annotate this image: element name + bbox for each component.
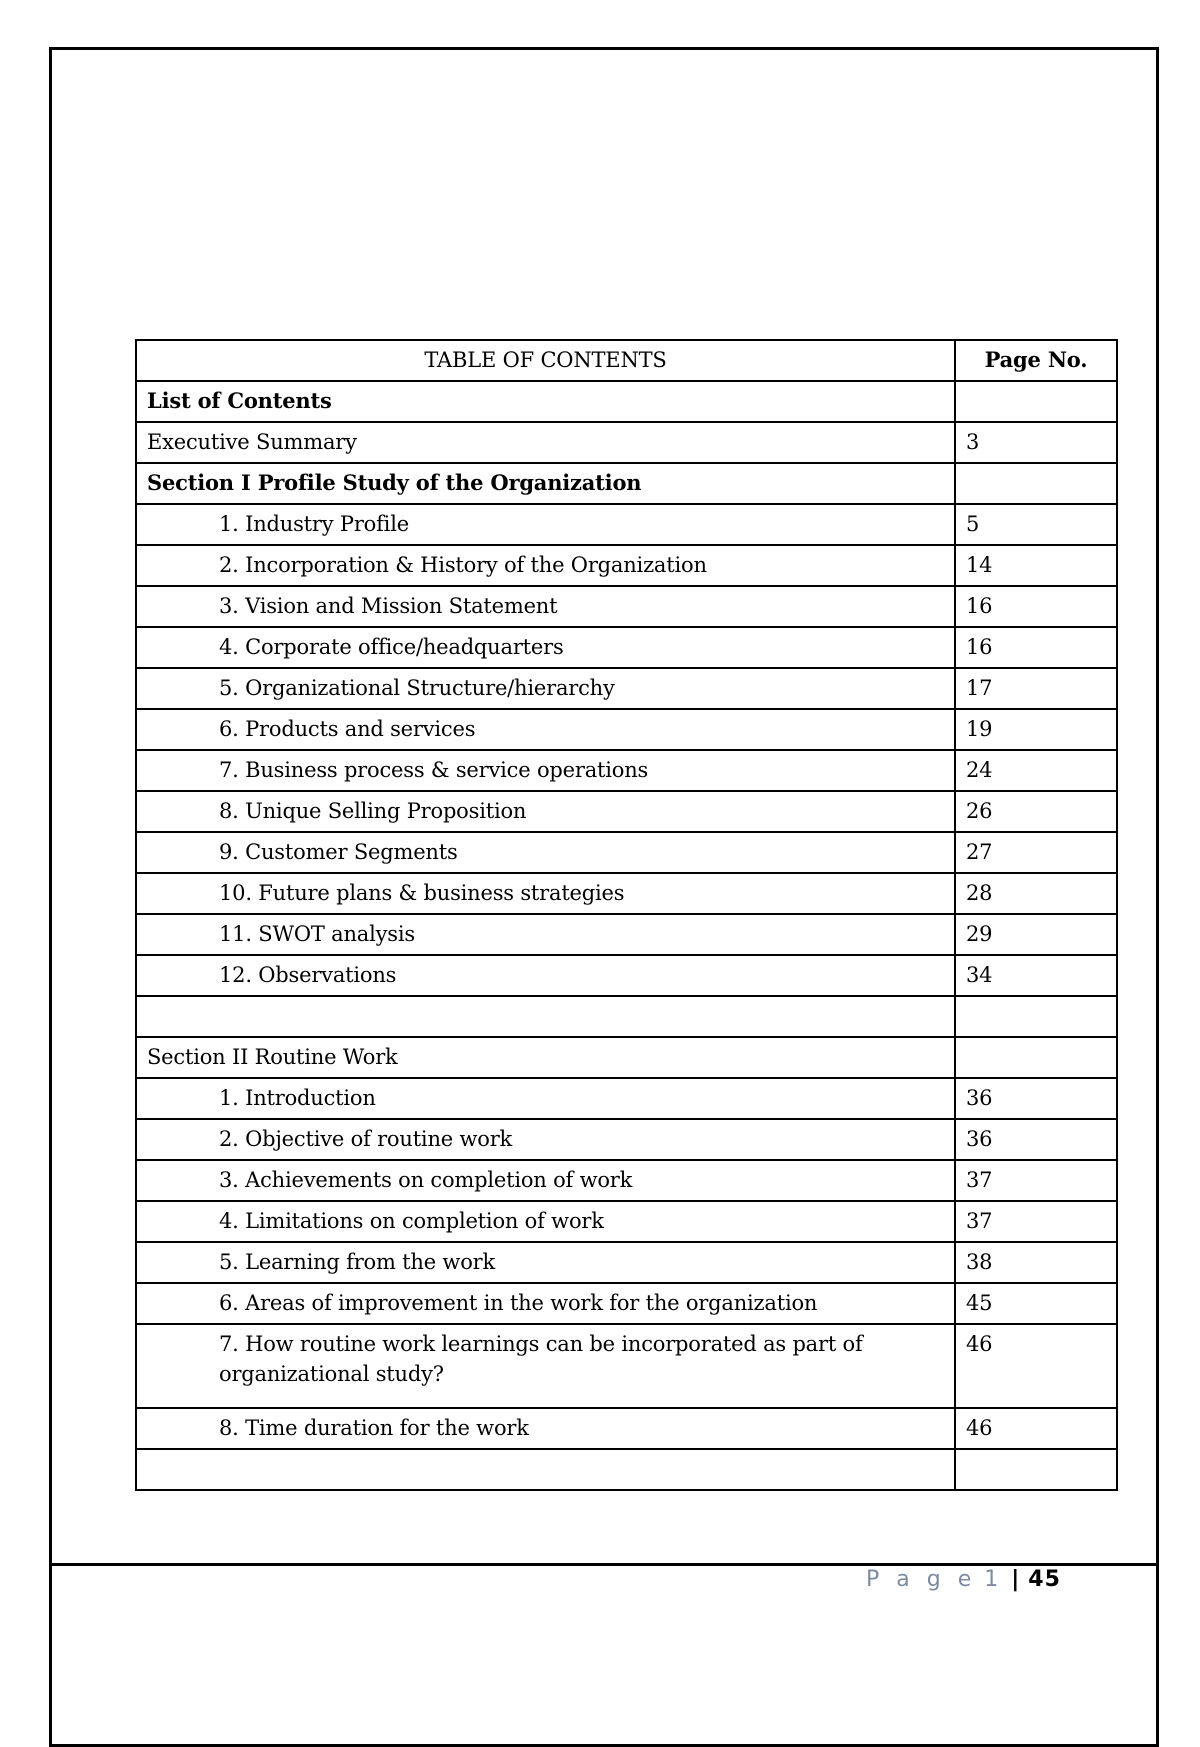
toc-entry-page: 27 [955,832,1117,873]
toc-row [136,1324,1117,1408]
toc-row [136,545,1117,586]
toc-entry-page: 17 [955,668,1117,709]
toc-entry-label: 10. Future plans & business strategies [136,873,955,914]
toc-header-row [136,340,1117,381]
toc-row [136,1078,1117,1119]
toc-entry-page: 46 [955,1324,1117,1408]
toc-row [136,832,1117,873]
toc-empty-row [136,1449,1117,1490]
toc-entry-label: 1. Introduction [136,1078,955,1119]
toc-row [136,1408,1117,1449]
toc-entry-page [955,463,1117,504]
toc-entry-label: 3. Achievements on completion of work [136,1160,955,1201]
toc-entry-label: 5. Learning from the work [136,1242,955,1283]
toc-entry-label: 1. Industry Profile [136,504,955,545]
toc-entry-page: 24 [955,750,1117,791]
toc-title: TABLE OF CONTENTS [136,340,955,381]
toc-row [136,914,1117,955]
toc-entry-label [136,1449,955,1490]
toc-row [136,627,1117,668]
toc-entry-label: 2. Incorporation & History of the Organization [136,545,955,586]
toc-entry-page: 16 [955,586,1117,627]
toc-row [136,750,1117,791]
toc-entry-label: 7. How routine work learnings can be incorporated as part of organizational study? [136,1324,955,1408]
toc-row [136,873,1117,914]
toc-row [136,1201,1117,1242]
toc-row [136,709,1117,750]
toc-section-heading: Section II Routine Work [136,1037,955,1078]
toc-entry-page: 36 [955,1078,1117,1119]
toc-row [136,1242,1117,1283]
toc-entry-page [955,1449,1117,1490]
toc-entry-page: 37 [955,1201,1117,1242]
toc-row [136,791,1117,832]
toc-entry-page: 5 [955,504,1117,545]
toc-row [136,1119,1117,1160]
toc-row [136,422,1117,463]
toc-empty-row [136,996,1117,1037]
toc-entry-page: 14 [955,545,1117,586]
toc-entry-label: Executive Summary [136,422,955,463]
total-pages: 45 [1028,1567,1061,1592]
toc-entry-label: 8. Time duration for the work [136,1408,955,1449]
toc-row [136,668,1117,709]
current-page-number: 1 [984,1567,1004,1592]
toc-row [136,381,1117,422]
toc-entry-label: 7. Business process & service operations [136,750,955,791]
toc-entry-label [136,996,955,1037]
page-column-header: Page No. [955,340,1117,381]
footer-divider [49,1563,1159,1566]
toc-entry-label: 6. Products and services [136,709,955,750]
toc-entry-page: 34 [955,955,1117,996]
toc-entry-label: 5. Organizational Structure/hierarchy [136,668,955,709]
toc-entry-page: 46 [955,1408,1117,1449]
toc-entry-page: 3 [955,422,1117,463]
toc-entry-label: 9. Customer Segments [136,832,955,873]
toc-entry-label: 3. Vision and Mission Statement [136,586,955,627]
page-footer [866,1567,1061,1592]
toc-entry-page: 36 [955,1119,1117,1160]
toc-entry-page: 37 [955,1160,1117,1201]
toc-row [136,955,1117,996]
toc-entry-page: 29 [955,914,1117,955]
toc-row [136,1283,1117,1324]
toc-entry-label: List of Contents [136,381,955,422]
toc-entry-label: 6. Areas of improvement in the work for the organization [136,1283,955,1324]
toc-entry-page [955,1037,1117,1078]
toc-row [136,1037,1117,1078]
toc-row [136,586,1117,627]
page-separator: | [1011,1567,1021,1592]
toc-entry-page: 26 [955,791,1117,832]
toc-entry-page: 19 [955,709,1117,750]
toc-entry-page: 38 [955,1242,1117,1283]
toc-entry-label: 11. SWOT analysis [136,914,955,955]
page-word: P a g e [866,1567,977,1592]
toc-entry-page: 16 [955,627,1117,668]
toc-entry-page: 45 [955,1283,1117,1324]
toc-entry-page [955,996,1117,1037]
toc-row [136,1160,1117,1201]
toc-section-heading: Section I Profile Study of the Organization [136,463,955,504]
toc-entry-page: 28 [955,873,1117,914]
toc-table [135,339,1118,1491]
toc-entry-label: 2. Objective of routine work [136,1119,955,1160]
toc-entry-label: 8. Unique Selling Proposition [136,791,955,832]
toc-entry-label: 4. Corporate office/headquarters [136,627,955,668]
toc-row [136,504,1117,545]
toc-entry-page [955,381,1117,422]
toc-entry-label: 4. Limitations on completion of work [136,1201,955,1242]
toc-entry-label: 12. Observations [136,955,955,996]
toc-row [136,463,1117,504]
